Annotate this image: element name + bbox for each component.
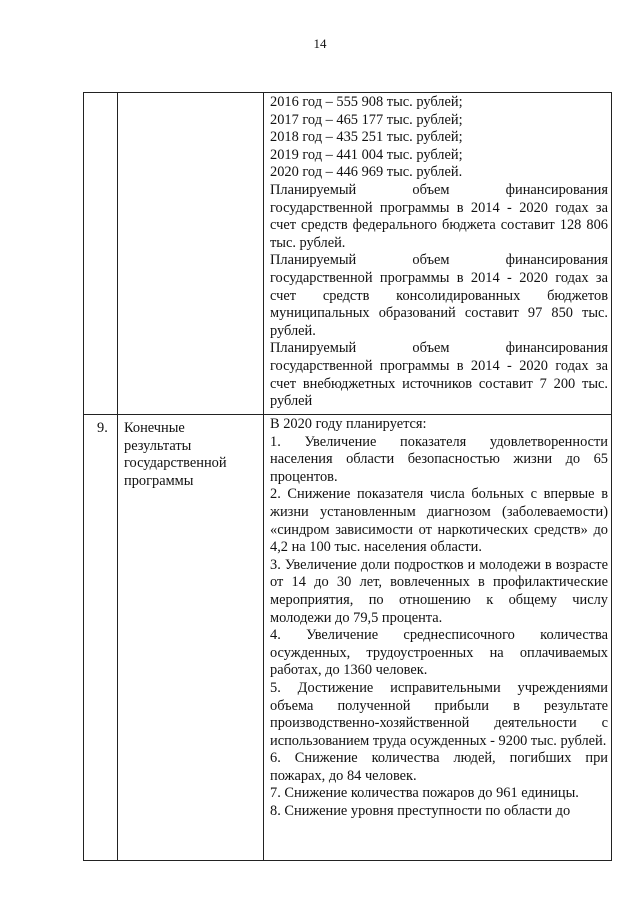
funding-year-line: 2020 год – 446 969 тыс. рублей. [270,164,463,181]
funding-year-line: 2019 год – 441 004 тыс. рублей; [270,146,463,163]
program-passport-table [83,92,612,861]
funding-year-line: 2016 год – 555 908 тыс. рублей; [270,94,463,110]
row-label [118,415,264,861]
result-item: 4. Увеличение среднесписочного количества осужденных, трудоустроенных на оплачиваемых работах, до 1360 человек. [270,627,608,679]
row-label-line: программы [124,472,194,489]
table-row [84,415,612,861]
result-item: 3. Увеличение доли подростков и молодежи в возрасте от 14 до 30 лет, вовлеченных в профилактические мероприятия, по отношению к общему числу молодежи до 79,5 процента. [270,556,608,626]
table-row [84,93,612,415]
result-item: 2. Снижение показателя числа больных с впервые в жизни установленным диагнозом (заболеваемости) «синдром зависимости от наркотических средств» до 4,2 на 100 тыс. населения области. [270,486,608,556]
funding-paragraph: Планируемый объем финансирования государственной программы в 2014 - 2020 годах за счет средств федерального бюджета составит 128 806 тыс. рублей. [270,181,608,251]
funding-year-line: 2017 год – 465 177 тыс. рублей; [270,111,463,128]
row-content [264,93,612,415]
row-number [84,93,118,415]
result-item: 6. Снижение количества людей, погибших при пожарах, до 84 человек. [270,750,608,784]
row-label-line: результаты [124,437,192,454]
funding-paragraph: Планируемый объем финансирования государственной программы в 2014 - 2020 годах за счет внебюджетных источников составит 7 200 тыс. рублей [270,340,608,410]
result-item: 5. Достижение исправительными учреждениями объема полученной прибыли в результате производственно-хозяйственной деятельности с использованием труда осужденных - 9200 тыс. рублей. [270,679,608,749]
result-item: 8. Снижение уровня преступности по области до [270,803,571,820]
row-label-line: государственной [124,455,227,472]
row-number: 9. [84,415,118,861]
result-item: 7. Снижение количества пожаров до 961 единицы. [270,785,579,802]
results-intro: В 2020 году планируется: [270,416,427,432]
row-label [118,93,264,415]
result-item: 1. Увеличение показателя удовлетворенности населения области безопасностью жизни до 65 процентов. [270,433,608,485]
page-number: 14 [313,36,327,51]
row-content [264,415,612,861]
row-label-line: Конечные [124,420,185,436]
funding-paragraph: Планируемый объем финансирования государственной программы в 2014 - 2020 годах за счет средств консолидированных бюджетов муниципальных образований составит 97 850 тыс. рублей. [270,252,608,339]
funding-year-line: 2018 год – 435 251 тыс. рублей; [270,129,463,146]
